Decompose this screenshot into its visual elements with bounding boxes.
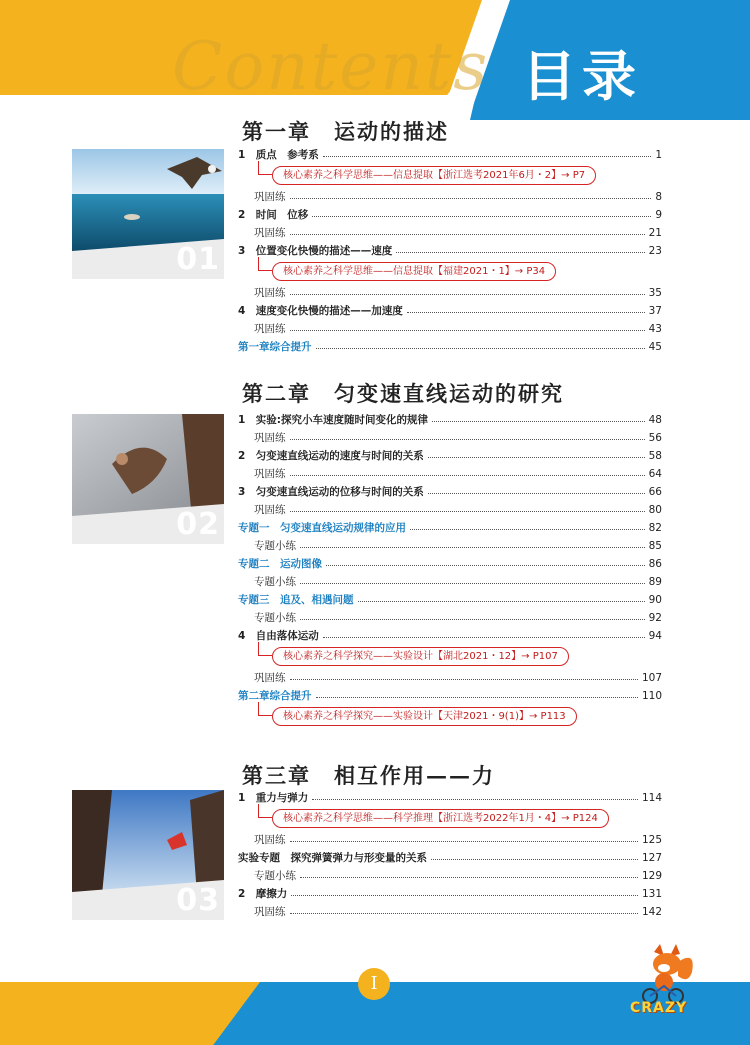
toc-entry-title: 巩固练 (254, 672, 286, 684)
callout-bracket (258, 161, 272, 175)
toc-page-number: 21 (648, 227, 662, 239)
toc-entry[interactable] (238, 573, 662, 591)
toc-leader-dots (290, 234, 645, 235)
toc-entry-title: 3 匀变速直线运动的位移与时间的关系 (238, 486, 424, 498)
toc-page-number: 23 (648, 245, 662, 257)
toc-entry[interactable] (238, 591, 662, 609)
toc-page-number: 82 (648, 522, 662, 534)
toc-page-number: 35 (648, 287, 662, 299)
runner-dust-photo (72, 414, 224, 519)
chapter-1-number: 01 (176, 242, 220, 277)
toc-entry[interactable] (238, 483, 662, 501)
toc-leader-dots (290, 679, 638, 680)
toc-leader-dots (410, 529, 645, 530)
toc-entry[interactable] (238, 627, 662, 645)
toc-page-number: 37 (648, 305, 662, 317)
toc-entry[interactable] (238, 537, 662, 555)
toc-leader-dots (407, 312, 645, 313)
toc-entry-title: 巩固练 (254, 287, 286, 299)
toc-page-number: 8 (655, 191, 662, 203)
toc-entry-title: 专题小练 (254, 576, 296, 588)
toc-entry-title: 巩固练 (254, 323, 286, 335)
toc-leader-dots (428, 457, 645, 458)
callout-box[interactable]: 核心素养之科学探究——实验设计【湖北2021・12】→ P107 (272, 647, 569, 666)
toc-entry[interactable] (238, 903, 662, 921)
toc-entry-title: 巩固练 (254, 468, 286, 480)
toc-page-number: 110 (641, 690, 662, 702)
core-literacy-callout (238, 164, 662, 188)
toc-entry-title: 4 速度变化快慢的描述——加速度 (238, 305, 403, 317)
toc-entry-title: 1 实验:探究小车速度随时间变化的规律 (238, 414, 429, 426)
toc-page-number: 58 (648, 450, 662, 462)
chapter-3-list (238, 789, 662, 921)
toc-leader-dots (300, 877, 638, 878)
toc-entry-title: 巩固练 (254, 191, 286, 203)
toc-page-number: 48 (648, 414, 662, 426)
toc-page-number: 64 (648, 468, 662, 480)
callout-box[interactable]: 核心素养之科学思维——信息提取【福建2021・1】→ P34 (272, 262, 556, 281)
toc-entry[interactable] (238, 411, 662, 429)
toc-page-number: 56 (648, 432, 662, 444)
core-literacy-callout (238, 260, 662, 284)
core-literacy-callout (238, 705, 662, 729)
toc-entry-title: 巩固练 (254, 432, 286, 444)
toc-entry-title: 1 质点 参考系 (238, 149, 319, 161)
toc-page-number: 142 (641, 906, 662, 918)
toc-leader-dots (312, 216, 651, 217)
toc-leader-dots (291, 895, 638, 896)
toc-page-number: 114 (641, 792, 662, 804)
callout-bracket (258, 642, 272, 656)
toc-page-number: 43 (648, 323, 662, 335)
chapter-3-image (72, 790, 224, 920)
toc-leader-dots (290, 511, 645, 512)
toc-entry-title: 专题三 追及、相遇问题 (238, 594, 354, 606)
toc-entry[interactable] (238, 224, 662, 242)
toc-page-number: 80 (648, 504, 662, 516)
chapter-2-title: 第二章 匀变速直线运动的研究 (242, 381, 564, 406)
toc-leader-dots (428, 493, 645, 494)
toc-entry-title: 专题一 匀变速直线运动规律的应用 (238, 522, 406, 534)
toc-leader-dots (290, 294, 645, 295)
toc-entry-title: 2 匀变速直线运动的速度与时间的关系 (238, 450, 424, 462)
page-title: 目录 (522, 45, 642, 108)
chapter-3-number: 03 (176, 883, 220, 918)
mascot-label: CRAZY (630, 1000, 688, 1016)
toc-page-number: 86 (648, 558, 662, 570)
toc-entry-title: 专题小练 (254, 870, 296, 882)
toc-entry[interactable] (238, 302, 662, 320)
toc-entry[interactable] (238, 338, 662, 356)
toc-page-number: 45 (648, 341, 662, 353)
chapter-3-title: 第三章 相互作用——力 (242, 763, 495, 788)
toc-entry-title: 第二章综合提升 (238, 690, 312, 702)
toc-entry[interactable] (238, 146, 662, 164)
toc-leader-dots (290, 198, 652, 199)
toc-leader-dots (396, 252, 644, 253)
chapter-2-number: 02 (176, 507, 220, 542)
toc-entry[interactable] (238, 849, 662, 867)
chapter-1-image (72, 149, 224, 279)
toc-entry-title: 专题小练 (254, 540, 296, 552)
toc-page-number: 9 (655, 209, 662, 221)
toc-entry-title: 实验专题 探究弹簧弹力与形变量的关系 (238, 852, 427, 864)
toc-entry[interactable] (238, 867, 662, 885)
toc-page-number: 94 (648, 630, 662, 642)
core-literacy-callout (238, 645, 662, 669)
toc-entry-title: 巩固练 (254, 834, 286, 846)
toc-leader-dots (431, 859, 638, 860)
toc-entry[interactable] (238, 789, 662, 807)
toc-page-number: 129 (641, 870, 662, 882)
chapter-1-title: 第一章 运动的描述 (242, 119, 449, 144)
toc-leader-dots (290, 330, 645, 331)
toc-page-number: 85 (648, 540, 662, 552)
page-number: I (358, 968, 390, 1000)
toc-page-number: 90 (648, 594, 662, 606)
toc-entry[interactable] (238, 501, 662, 519)
toc-page-number: 92 (648, 612, 662, 624)
toc-entry[interactable] (238, 242, 662, 260)
toc-entry[interactable] (238, 447, 662, 465)
toc-page-number: 1 (655, 149, 662, 161)
toc-entry[interactable] (238, 609, 662, 627)
toc-entry[interactable] (238, 669, 662, 687)
climber-cliff-photo (72, 790, 224, 895)
contents-watermark: Contents (172, 28, 490, 105)
callout-bracket (258, 804, 272, 818)
toc-entry-title: 巩固练 (254, 504, 286, 516)
callout-box[interactable]: 核心素养之科学思维——科学推理【浙江选考2022年1月・4】→ P124 (272, 809, 609, 828)
toc-entry-title: 第一章综合提升 (238, 341, 312, 353)
toc-leader-dots (290, 475, 645, 476)
toc-leader-dots (316, 348, 645, 349)
toc-entry[interactable] (238, 885, 662, 903)
toc-entry[interactable] (238, 687, 662, 705)
toc-leader-dots (323, 156, 652, 157)
toc-entry-title: 1 重力与弹力 (238, 792, 309, 804)
toc-entry[interactable] (238, 465, 662, 483)
toc-leader-dots (290, 841, 638, 842)
toc-leader-dots (432, 421, 645, 422)
eagle-ocean-photo (72, 149, 224, 254)
core-literacy-callout (238, 807, 662, 831)
callout-box[interactable]: 核心素养之科学思维——信息提取【浙江选考2021年6月・2】→ P7 (272, 166, 596, 185)
toc-leader-dots (290, 913, 638, 914)
chapter-2-list (238, 411, 662, 729)
toc-leader-dots (326, 565, 645, 566)
toc-entry-title: 巩固练 (254, 227, 286, 239)
callout-box[interactable]: 核心素养之科学探究——实验设计【天津2021・9(1)】→ P113 (272, 707, 577, 726)
callout-bracket (258, 702, 272, 716)
toc-page-number: 66 (648, 486, 662, 498)
toc-entry-title: 专题二 运动图像 (238, 558, 322, 570)
toc-page-number: 107 (641, 672, 662, 684)
toc-entry[interactable] (238, 206, 662, 224)
callout-bracket (258, 257, 272, 271)
toc-leader-dots (358, 601, 645, 602)
toc-entry[interactable] (238, 188, 662, 206)
chapter-1-list (238, 146, 662, 356)
toc-entry-title: 4 自由落体运动 (238, 630, 319, 642)
toc-page-number: 89 (648, 576, 662, 588)
toc-leader-dots (300, 619, 645, 620)
toc-entry-title: 专题小练 (254, 612, 296, 624)
toc-entry-title: 2 时间 位移 (238, 209, 309, 221)
toc-leader-dots (312, 799, 638, 800)
toc-page-number: 125 (641, 834, 662, 846)
toc-leader-dots (300, 583, 645, 584)
toc-entry[interactable] (238, 555, 662, 573)
toc-entry[interactable] (238, 831, 662, 849)
toc-page-number: 131 (641, 888, 662, 900)
toc-entry[interactable] (238, 429, 662, 447)
toc-leader-dots (316, 697, 638, 698)
toc-leader-dots (290, 439, 645, 440)
toc-page-number: 127 (641, 852, 662, 864)
chapter-2-image (72, 414, 224, 544)
toc-entry-title: 巩固练 (254, 906, 286, 918)
toc-leader-dots (323, 637, 645, 638)
toc-entry-title: 3 位置变化快慢的描述——速度 (238, 245, 393, 257)
toc-entry[interactable] (238, 519, 662, 537)
toc-entry[interactable] (238, 284, 662, 302)
toc-entry[interactable] (238, 320, 662, 338)
toc-entry-title: 2 摩擦力 (238, 888, 288, 900)
toc-leader-dots (300, 547, 645, 548)
